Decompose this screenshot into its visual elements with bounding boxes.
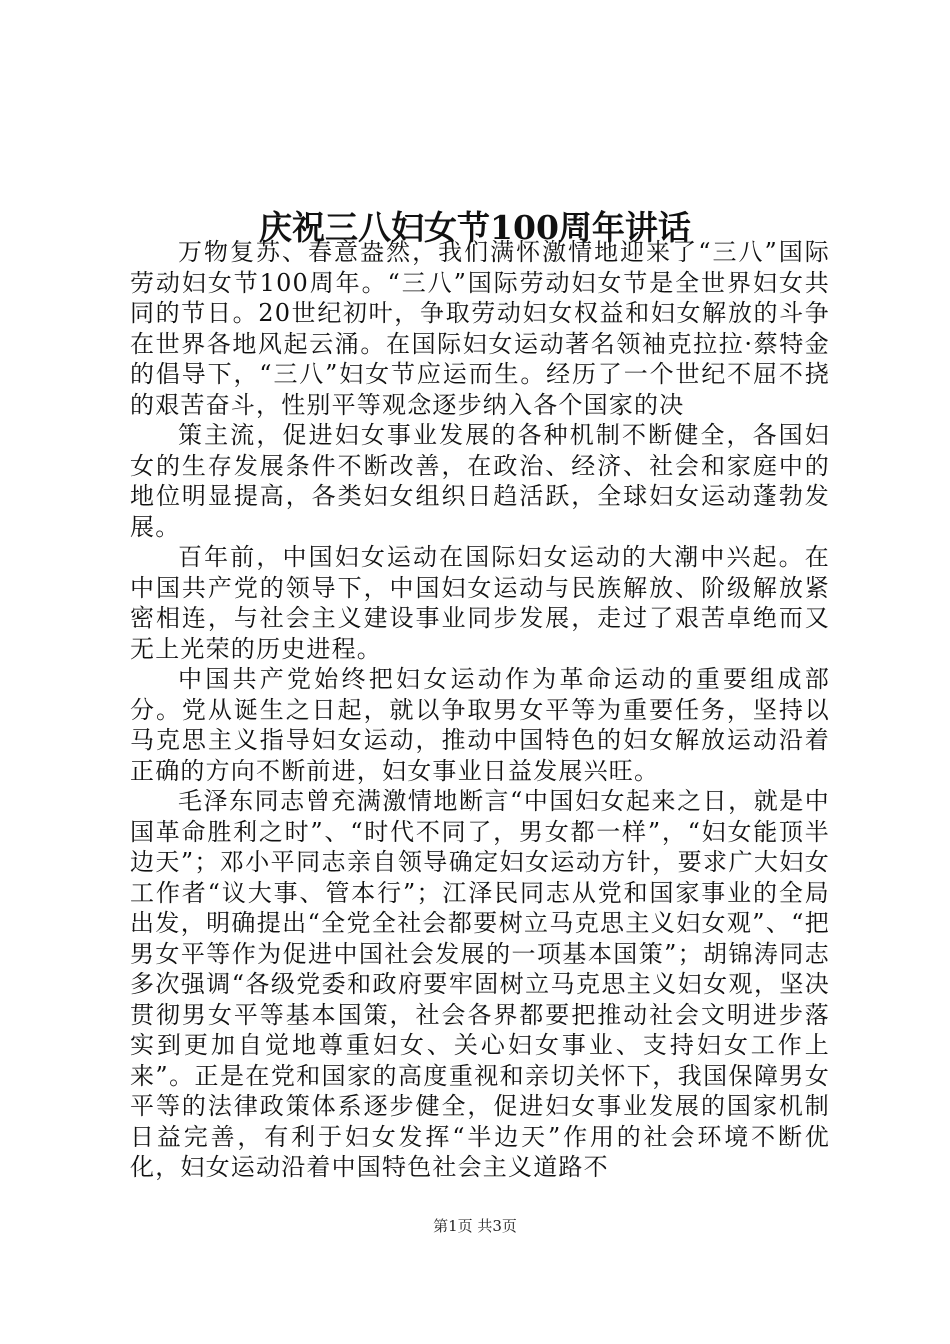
paragraph-2: 策主流，促进妇女事业发展的各种机制不断健全，各国妇女的生存发展条件不断改善，在政治、经济、社会和家庭中的地位明显提高，各类妇女组织日趋活跃，全球妇女运动蓬勃发展。 — [130, 421, 830, 541]
paragraph-3: 百年前，中国妇女运动在国际妇女运动的大潮中兴起。在中国共产党的领导下，中国妇女运动与民族解放、阶级解放紧密相连，与社会主义建设事业同步发展，走过了艰苦卓绝而又无上光荣的历史进程。 — [130, 543, 830, 663]
paragraph-5: 毛泽东同志曾充满激情地断言“中国妇女起来之日，就是中国革命胜利之时”、“时代不同了，男女都一样”，“妇女能顶半边天”；邓小平同志亲自领导确定妇女运动方针，要求广大妇女工作者“议大事、管本行”；江泽民同志从党和国家事业的全局出发，明确提出“全党全社会都要树立马克思主义妇女观”、“把男女平等作为促进中国社会发展的一项基本国策”；胡锦涛同志多次强调“各级党委和政府要牢固树立马克思主义妇女观，坚决贯彻男女平等基本国策，社会各界都要把推动社会文明进步落实到更加自觉地尊重妇女、关心妇女事业、支持妇女工作上来”。正是在党和国家的高度重视和亲切关怀下，我国保障男女平等的法律政策体系逐步健全，促进妇女事业发展的国家机制日益完善，有利于妇女发挥“半边天”作用的社会环境不断优化，妇女运动沿着中国特色社会主义道路不 — [130, 787, 830, 1181]
paragraph-1: 万物复苏、春意盎然，我们满怀激情地迎来了“三八”国际劳动妇女节100周年。“三八”国际劳动妇女节是全世界妇女共同的节日。20世纪初叶，争取劳动妇女权益和妇女解放的斗争在世界各地风起云涌。在国际妇女运动著名领袖克拉拉·蔡特金的倡导下，“三八”妇女节应运而生。经历了一个世纪不屈不挠的艰苦奋斗，性别平等观念逐步纳入各个国家的决 — [130, 238, 830, 419]
page-footer: 第1页 共3页 — [433, 1217, 517, 1235]
document-title: 庆祝三八妇女节100周年讲话 — [259, 208, 691, 248]
paragraph-4: 中国共产党始终把妇女运动作为革命运动的重要组成部分。党从诞生之日起，就以争取男女平等为重要任务，坚持以马克思主义指导妇女运动，推动中国特色的妇女解放运动沿着正确的方向不断前进，妇女事业日益发展兴旺。 — [130, 665, 830, 785]
document-body — [130, 237, 830, 1183]
